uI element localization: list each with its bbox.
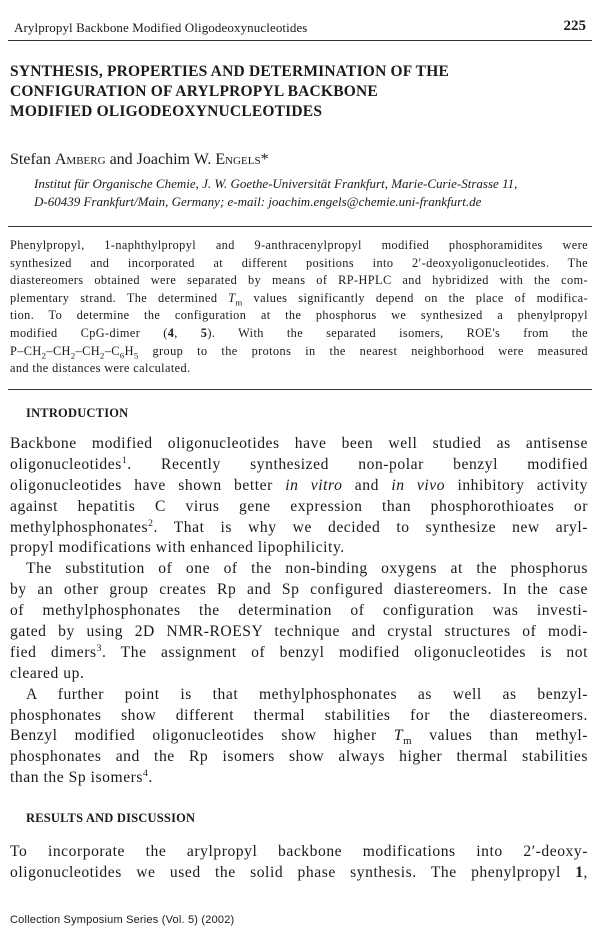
abstract-line: synthesized and incorporated at different positions into 2′-deoxyoligonucleotides. The — [10, 255, 588, 270]
author-given-name: Joachim W. — [136, 151, 216, 168]
reference-marker: 3 — [96, 642, 103, 654]
section-heading-introduction: INTRODUCTION — [26, 406, 129, 420]
text-line: oligonucleotides$^1$. Recently synthesized non-polar benzyl modified — [10, 454, 588, 473]
reference-marker: 2 — [148, 517, 154, 529]
affiliation-line: D-60439 Frankfurt/Main, Germany; e-mail: joachim.engels@chemie.uni-frankfurt.de — [34, 194, 482, 209]
section-heading-results: RESULTS AND DISCUSSION — [26, 811, 196, 825]
abstract-bottom-rule — [8, 389, 592, 390]
abstract-top-rule — [8, 226, 592, 227]
text-line: oligonucleotides we used the solid phase synthesis. The phenylpropyl 1, — [10, 863, 588, 881]
author-family-name: Engels — [215, 151, 261, 168]
introduction-body — [10, 434, 588, 789]
text-line: The substitution of one of the non-binding oxygens at the phosphorus — [26, 560, 588, 578]
text-line: phosphonates show different thermal stabilities for the diastereomers. — [10, 706, 588, 724]
header-rule — [8, 40, 592, 41]
text-line: cleared up. — [10, 664, 85, 682]
text-line: by an other group creates Rp and Sp configured diastereomers. In the case — [10, 581, 588, 599]
text-line: than the Sp isomers$^4$. — [10, 768, 153, 787]
abstract-line: tion. To determine the configuration at the phosphorus we synthesized a phenylpropyl — [10, 308, 588, 323]
author-conjunction: and — [105, 151, 137, 168]
text-line: gated by using 2D NMR-ROESY technique and crystal structures of modi- — [10, 623, 588, 641]
running-head — [14, 18, 586, 40]
text-line: phosphonates and the Rp isomers show always higher thermal stabilities — [10, 748, 588, 766]
compound-number: 5 — [200, 325, 208, 340]
abstract-line: Phenylpropyl, 1-naphthylpropyl and 9-anthracenylpropyl modified phosphoramidites were — [10, 238, 588, 252]
author-list — [10, 151, 269, 169]
text-line: Backbone modified oligonucleotides have been well studied as antisense — [10, 435, 588, 452]
abstract-line: and the distances were calculated. — [10, 361, 191, 376]
reference-marker: 1 — [121, 454, 128, 466]
abstract — [10, 237, 588, 378]
compound-number: 4 — [167, 325, 175, 340]
abstract-line: $P-CH_2-CH_2-CH_2-C_6H_5$ group to the protons in the nearest neighborhood were measured — [10, 343, 588, 361]
page-number: 225 — [563, 18, 586, 34]
tm-symbol: T — [393, 727, 404, 745]
title-line: SYNTHESIS, PROPERTIES AND DETERMINATION OF THE — [10, 63, 450, 80]
compound-number: 1 — [575, 863, 584, 881]
text-line: against hepatitis C virus gene expression than phosphorothioates or — [10, 497, 588, 515]
corresponding-author-mark: * — [260, 151, 269, 168]
text-line: Benzyl modified oligonucleotides show higher $T_m$ values than methyl- — [10, 727, 589, 748]
running-head-title: Arylpropyl Backbone Modified Oligodeoxynucleotides — [14, 20, 308, 35]
text-line: fied dimers$^3$. The assignment of benzyl modified oligonucleotides is not — [10, 642, 588, 661]
affiliation-line: Institut für Organische Chemie, J. W. Goethe-Universität Frankfurt, Marie-Curie-Strasse 11, — [34, 176, 518, 191]
affiliation — [34, 175, 579, 211]
abstract-line: modified CpG-dimer (4, 5). With the separated isomers, ROE's from the — [10, 325, 589, 340]
abstract-line: plementary strand. The determined $T_m$ values significantly depend on the place of modifica- — [10, 290, 588, 308]
abstract-line: diastereomers obtained were separated by means of RP-HPLC and hybridized with the com- — [10, 273, 588, 288]
text-line: oligonucleotides have shown better in vitro and in vivo inhibitory activity — [10, 476, 588, 494]
text-line: A further point is that methylphosphonates as well as benzyl- — [26, 685, 588, 703]
reference-marker: 4 — [143, 768, 149, 780]
title-line: MODIFIED OLIGODEOXYNUCLEOTIDES — [10, 103, 323, 120]
text-line: propyl modifications with enhanced lipophilicity. — [10, 539, 345, 557]
page-footer: Collection Symposium Series (Vol. 5) (2002) — [10, 914, 235, 926]
text-line: of methylphosphonates the determination of configuration was investi- — [10, 602, 588, 620]
title-line: CONFIGURATION OF ARYLPROPYL BACKBONE — [10, 83, 378, 100]
tm-symbol: T — [228, 290, 236, 305]
author-family-name: Amberg — [54, 151, 106, 168]
results-body — [10, 842, 588, 884]
text-line: To incorporate the arylpropyl backbone modifications into 2′-deoxy- — [10, 843, 588, 860]
author-given-name: Stefan — [10, 151, 55, 168]
text-line: methylphosphonates$^2$. That is why we decided to synthesize new aryl- — [10, 517, 588, 536]
paper-title — [10, 62, 580, 122]
